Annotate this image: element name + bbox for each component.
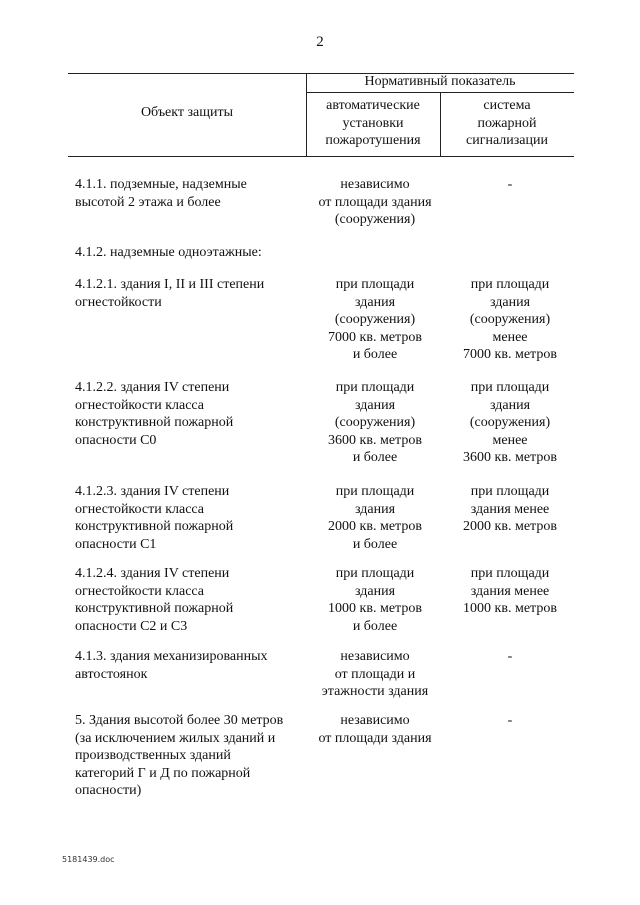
row-object: 4.1.2.3. здания IV степени огнестойкости класса конструктивной пожарной опасности С1: [75, 484, 234, 552]
row-object: 4.1.1. подземные, надземные высотой 2 этажа и более: [75, 177, 247, 210]
row-auto-value: при площади здания 1000 кв. метров и более: [328, 566, 422, 634]
document-filename: 5181439.doc: [62, 855, 115, 864]
row-auto-value: независимо от площади и этажности здания: [321, 649, 429, 699]
normative-indicator-header: Нормативный показатель: [364, 74, 516, 89]
row-auto-value: при площади здания 2000 кв. метров и более: [328, 484, 422, 552]
row-alarm-value: при площади здания менее 1000 кв. метров: [463, 566, 557, 616]
row-alarm-value: при площади здания менее 2000 кв. метров: [463, 484, 557, 534]
row-object: 4.1.2.4. здания IV степени огнестойкости класса конструктивной пожарной опасности С2 и С3: [75, 566, 234, 634]
row-object: 4.1.2.2. здания IV степени огнестойкости класса конструктивной пожарной опасности С0: [75, 380, 234, 448]
row-alarm-value: при площади здания (сооружения) менее 3600 кв. метров: [463, 380, 557, 465]
row-alarm-value: -: [507, 177, 513, 192]
row-auto-value: независимо от площади здания (сооружения): [318, 177, 432, 227]
row-object: 4.1.2.1. здания I, II и III степени огнестойкости: [75, 277, 265, 310]
row-alarm-value: при площади здания (сооружения) менее 7000 кв. метров: [463, 277, 557, 362]
object-column-header: Объект защиты: [140, 105, 234, 120]
page-number: 2: [316, 34, 324, 50]
row-auto-value: при площади здания (сооружения) 3600 кв. метров и более: [328, 380, 422, 465]
row-alarm-value: -: [507, 649, 513, 664]
auto-extinguishing-header: автоматические установки пожаротушения: [325, 98, 421, 148]
row-object: 5. Здания высотой более 30 метров (за исключением жилых зданий и производственных зданий категорий Г и Д по пожарной опасности): [75, 713, 284, 798]
row-object: 4.1.2. надземные одноэтажные:: [75, 245, 262, 260]
fire-alarm-header: система пожарной сигнализации: [466, 98, 548, 148]
row-object: 4.1.3. здания механизированных автостоянок: [75, 649, 268, 682]
header-bottom-rule: [68, 156, 574, 157]
row-auto-value: независимо от площади здания: [318, 713, 432, 746]
row-auto-value: при площади здания (сооружения) 7000 кв. метров и более: [328, 277, 422, 362]
row-alarm-value: -: [507, 713, 513, 728]
